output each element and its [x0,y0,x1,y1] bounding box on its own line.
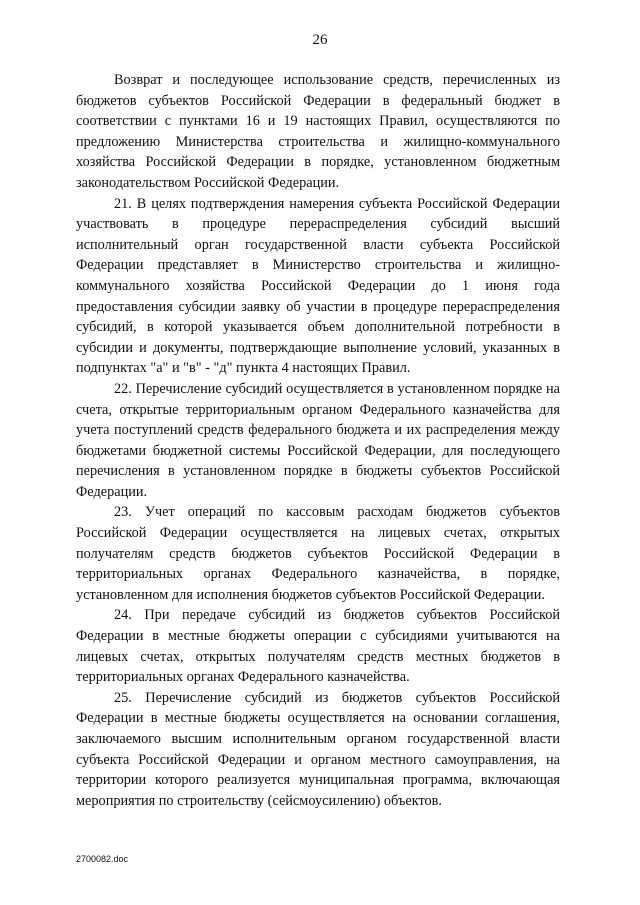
page-number: 26 [312,32,328,48]
paragraph-funds-return: Возврат и последующее использование средств, перечисленных из бюджетов субъектов Российской Федерации в федеральный бюджет в соответствии с пунктами 16 и 19 настоящих Правил, осуществляются по предложению Министерства строительства и жилищно-коммунального хозяйства Российской Федерации в порядке, установленном бюджетным законодательством Российской Федерации. [76,72,560,191]
paragraph-23: 23. Учет операций по кассовым расходам бюджетов субъектов Российской Федерации осуществляется на лицевых счетах, открытых получателям средств бюджетов субъектов Российской Федерации в территориальных органах Федерального казначейства, в порядке, установленном для исполнения бюджетов субъектов Российской Федерации. [76,504,560,603]
paragraph-21: 21. В целях подтверждения намерения субъекта Российской Федерации участвовать в процедуре перераспределения субсидий высший исполнительный орган государственной власти субъекта Российской Федерации представляет в Министерство строительства и жилищно-коммунального хозяйства Российской Федерации до 1 июня года предоставления субсидии заявку об участии в процедуре перераспределения субсидий, в которой указывается объем дополнительной потребности в субсидии и документы, подтверждающие выполнение условий, указанных в подпунктах "а" и "в" - "д" пункта 4 настоящих Правил. [76,195,560,377]
paragraph-24: 24. При передаче субсидий из бюджетов субъектов Российской Федерации в местные бюджеты операции с субсидиями учитываются на лицевых счетах, открытых получателям средств местных бюджетов в территориальных органах Федерального казначейства. [76,607,560,686]
paragraph-22: 22. Перечисление субсидий осуществляется в установленном порядке на счета, открытые территориальным органом Федерального казначейства для учета поступлений средств федерального бюджета и их распределения между бюджетами бюджетной системы Российской Федерации, для последующего перечисления в установленном порядке в бюджеты субъектов Российской Федерации. [76,380,560,500]
document-body [76,70,560,811]
paragraph-25: 25. Перечисление субсидий из бюджетов субъектов Российской Федерации в местные бюджеты осуществляется на основании соглашения, заключаемого высшим исполнительным органом государственной власти субъекта Российской Федерации и органом местного самоуправления, на территории которого реализуется муниципальная программа, включающая мероприятия по строительству (сейсмоусилению) объектов. [76,689,560,809]
footer-filename: 2700082.doc [76,854,129,864]
